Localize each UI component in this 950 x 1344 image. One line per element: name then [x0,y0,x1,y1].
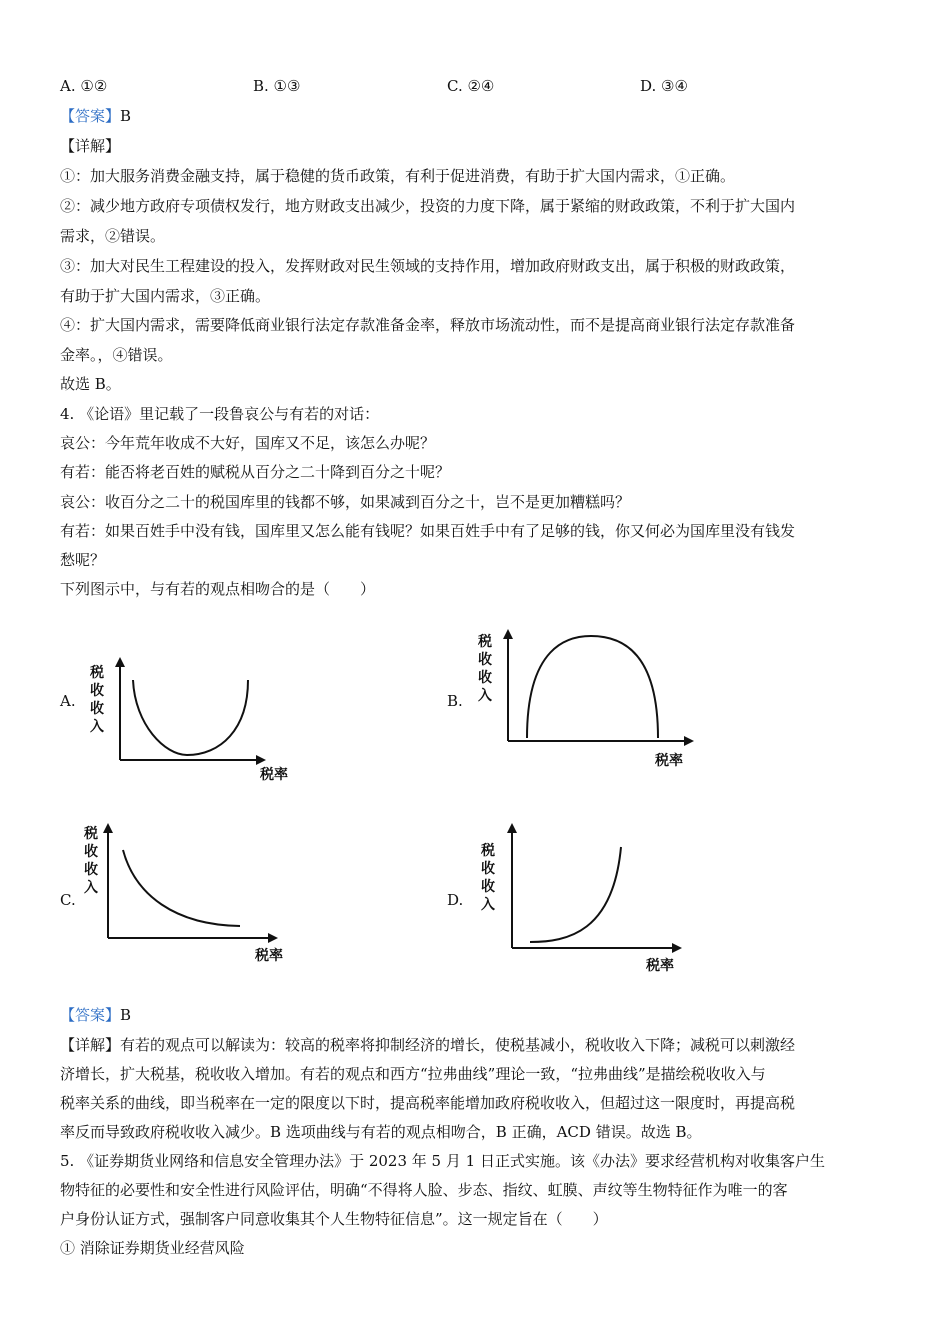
x-axis-arrow [268,933,278,943]
q4-stem: 哀公：今年荒年收成不大好，国库又不足，该怎么办呢？ [60,434,436,452]
q4-stem: 有若：如果百姓手中没有钱，国库里又怎么能有钱呢？如果百姓手中有了足够的钱，你又何必为国库里没有钱发 [60,522,796,540]
detail-tag: 【详解】 [60,1036,121,1054]
y-label-char: 收 [90,683,104,699]
y-axis-arrow [103,823,113,833]
y-label-char: 收 [90,701,104,717]
x-label: 税率 [655,753,683,769]
graph-a-label: A. [60,692,76,710]
x-label: 税率 [646,958,674,974]
graph-c-label: C. [60,891,76,909]
detail-line: ①：加大服务消费金融支持，属于稳健的货币政策，有利于促进消费，有助于扩大国内需求，①正确。 [60,167,736,185]
graph-c [80,820,300,970]
q5-option-1: ① 消除证券期货业经营风险 [60,1239,245,1257]
y-label-char: 收 [478,652,492,668]
y-label-char: 入 [478,688,492,704]
y-label-char: 税 [84,826,98,842]
graph-b-label: B. [447,692,463,710]
y-axis-arrow [503,629,513,639]
option-b: B. ①③ [253,77,301,95]
y-label-char: 入 [90,719,104,735]
y-label-char: 收 [84,862,98,878]
option-a: A. ①② [60,77,108,95]
y-label-char: 收 [481,879,495,895]
answer-tag: 【答案】 [60,1006,121,1024]
y-axis-arrow [507,823,517,833]
detail-line: ④：扩大国内需求，需要降低商业银行法定存款准备金率，释放市场流动性，而不是提高商业银行法定存款准备 [60,316,796,334]
answer-tag: 【答案】 [60,107,121,125]
y-label-char: 收 [84,844,98,860]
y-label-char: 税 [478,634,492,650]
graph-d [478,820,698,980]
graph-a [80,655,300,785]
option-c: C. ②④ [447,77,495,95]
detail-line: ③：加大对民生工程建设的投入，发挥财政对民生领域的支持作用，增加政府财政支出，属于积极的财政政策， [60,257,796,275]
y-label-char: 收 [481,861,495,877]
q4-detail-line [60,1035,795,1055]
y-label-char: 税 [481,843,495,859]
q4-stem: 有若：能否将老百姓的赋税从百分之二十降到百分之十呢？ [60,463,451,481]
detail-line: 金率。，④错误。 [60,346,173,364]
q4-stem: 哀公：收百分之二十的税国库里的钱都不够，如果减到百分之十，岂不是更加糟糕吗？ [60,493,631,511]
curve-decreasing [123,850,240,926]
y-label-char: 入 [84,880,98,896]
q4-stem: 4. 《论语》里记载了一段鲁哀公与有若的对话： [60,405,380,423]
x-axis-arrow [684,736,694,746]
answer-value: B [120,1006,132,1024]
q5-stem: 5. 《证券期货业网络和信息安全管理办法》于 2023 年 5 月 1 日正式实施。该《办法》要求经营机构对收集客户生 [60,1152,825,1170]
q4-detail-line: 率反而导致政府税收收入减少。B 选项曲线与有若的观点相吻合，B 正确，ACD 错误。故选 B。 [60,1123,702,1141]
answer-value: B [120,107,132,125]
q5-stem: 物特征的必要性和安全性进行风险评估，明确“不得将人脸、步态、指纹、虹膜、声纹等生物特征作为唯一的客 [60,1181,788,1199]
option-d: D. ③④ [640,77,688,95]
y-label-char: 入 [481,897,495,913]
answer-line [60,106,131,126]
detail-text: 有若的观点可以解读为：较高的税率将抑制经济的增长，使税基减小，税收收入下降；减税可以刺激经 [120,1036,796,1054]
q4-stem: 下列图示中，与有若的观点相吻合的是（ ） [60,580,376,598]
q4-detail-line: 济增长，扩大税基，税收收入增加。有若的观点和西方“拉弗曲线”理论一致，“拉弗曲线”是描绘税收收入与 [60,1065,766,1083]
detail-line: ②：减少地方政府专项债权发行，地方财政支出减少，投资的力度下降，属于紧缩的财政政策，不利于扩大国内 [60,197,796,215]
x-label: 税率 [260,767,288,783]
detail-tag: 【详解】 [60,137,121,155]
q4-stem: 愁呢？ [60,551,106,569]
detail-line: 故选 B。 [60,375,121,393]
q5-stem: 户身份认证方式，强制客户同意收集其个人生物特征信息”。这一规定旨在（ ） [60,1210,608,1228]
graph-d-label: D. [447,891,464,909]
y-label-char: 税 [90,665,104,681]
curve-u-shape [133,680,248,755]
q4-detail-line: 税率关系的曲线，即当税率在一定的限度以下时，提高税率能增加政府税收收入，但超过这一限度时，再提高税 [60,1094,796,1112]
q4-answer-line [60,1005,131,1025]
x-axis-arrow [672,943,682,953]
y-axis-arrow [115,657,125,667]
y-label-char: 收 [478,670,492,686]
x-axis-arrow [256,755,266,765]
graph-b [473,626,703,776]
x-label: 税率 [255,948,283,964]
curve-increasing [530,847,621,942]
detail-line: 有助于扩大国内需求，③正确。 [60,287,271,305]
detail-line: 需求，②错误。 [60,227,166,245]
curve-inverted-u [527,636,658,738]
